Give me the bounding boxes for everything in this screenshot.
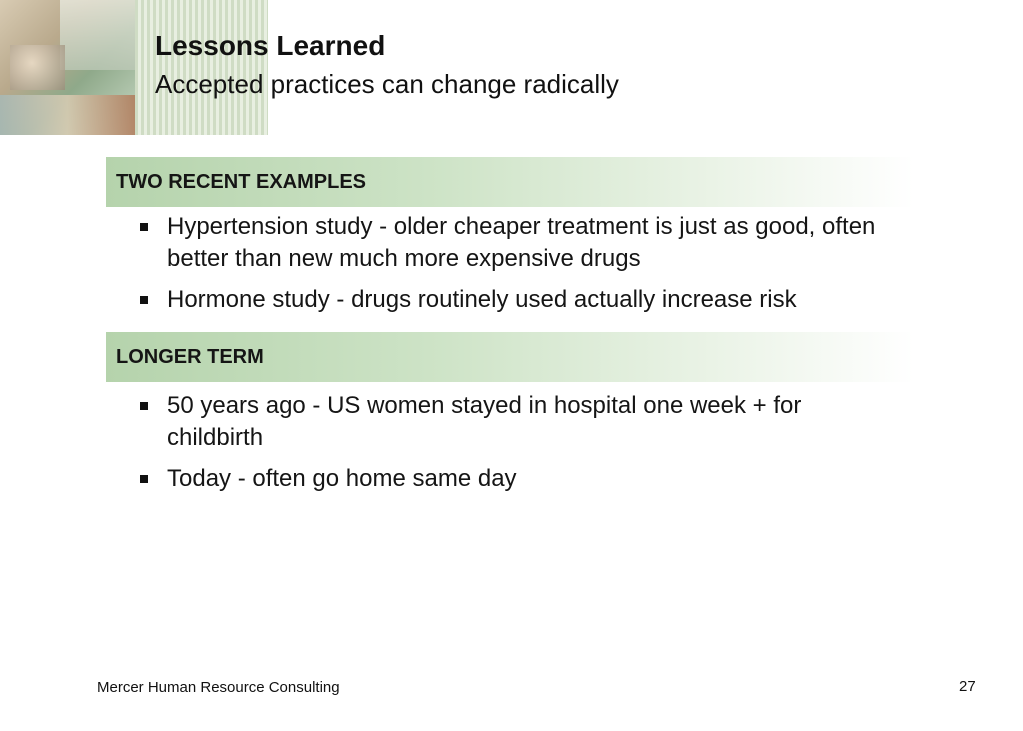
bullet-text: Hypertension study - older cheaper treatment is just as good, often better than new much more expensive drugs [167,213,876,272]
bullet-list-recent-examples [140,211,920,325]
list-item [140,284,920,316]
slide-title: Lessons Learned [155,30,386,61]
section-heading: TWO RECENT EXAMPLES [116,171,367,193]
footer-company: Mercer Human Resource Consulting [97,679,340,696]
bullet-square-icon [140,223,148,231]
section-header-longer-term [106,332,914,382]
bullet-square-icon [140,475,148,483]
list-item [140,211,920,275]
section-header-two-recent-examples [106,157,914,207]
list-item [140,463,860,495]
slide-subtitle: Accepted practices can change radically [155,69,619,99]
list-item [140,390,860,454]
bullet-text: Today - often go home same day [167,465,517,492]
page-number: 27 [959,678,976,695]
bullet-list-longer-term [140,390,860,504]
bullet-square-icon [140,296,148,304]
bullet-square-icon [140,402,148,410]
decorative-stripes [135,0,268,135]
section-heading: LONGER TERM [116,346,264,368]
bullet-text: Hormone study - drugs routinely used actually increase risk [167,286,797,313]
header-photo-collage [0,0,268,135]
bullet-text: 50 years ago - US women stayed in hospital one week + for childbirth [167,392,802,451]
